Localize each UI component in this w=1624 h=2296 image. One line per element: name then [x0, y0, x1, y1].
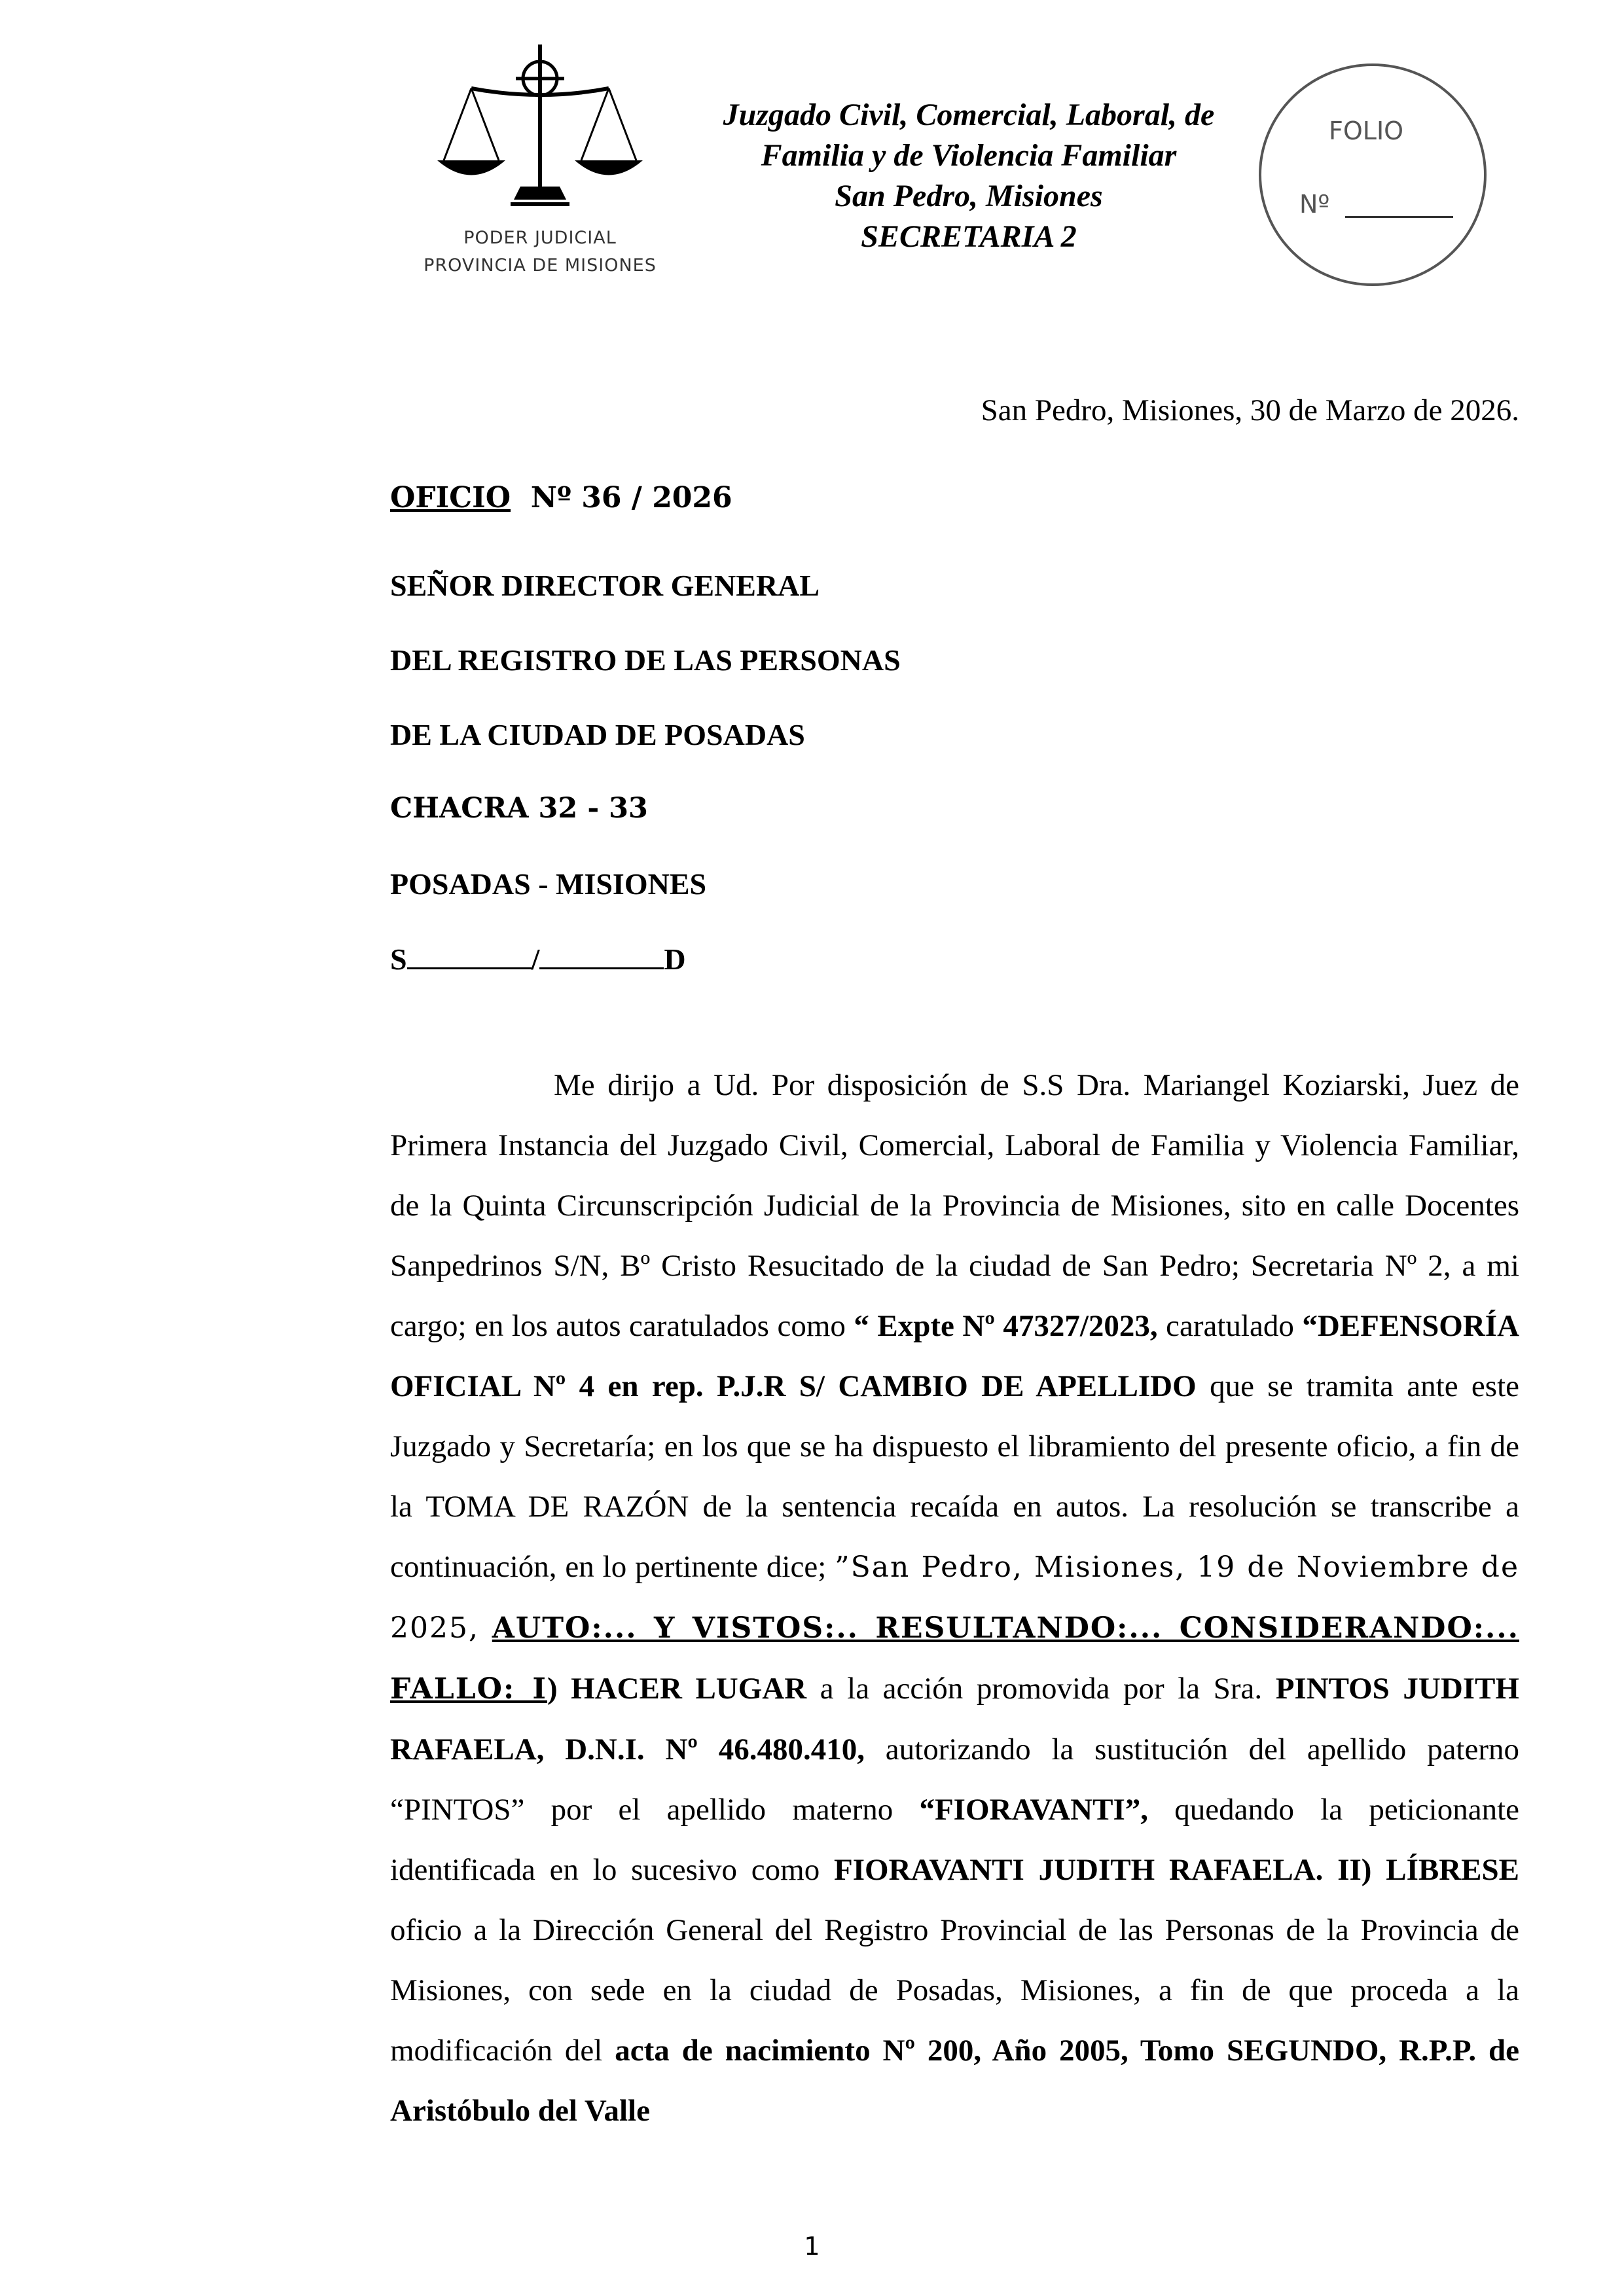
- caratulado-word: caratulado: [1166, 1309, 1294, 1343]
- page-number: 1: [804, 2232, 820, 2261]
- oficio-number: [390, 481, 732, 514]
- new-surname: “FIORAVANTI”,: [919, 1793, 1149, 1827]
- sd-s: S: [390, 942, 407, 976]
- court-line-3: San Pedro, Misiones: [835, 179, 1103, 213]
- addressee-line-2: DEL REGISTRO DE LAS PERSONAS: [390, 643, 901, 677]
- petitioner-name: PINTOS JUDITH RAFAELA, D.N.I. Nº 46.480.410,: [390, 1672, 1519, 1767]
- addressee-line-5: POSADAS - MISIONES: [390, 867, 707, 901]
- fallo-hacer-lugar: ) HACER LUGAR: [547, 1672, 807, 1706]
- scales-of-justice-icon: [432, 39, 648, 223]
- body-autorizando: autorizando la sustitución del apellido paterno “PINTOS” por el apellido materno: [390, 1732, 1519, 1827]
- quote-start: ”San Pedro, Misiones, 19 de Noviembre de 2025,: [390, 1551, 1520, 1645]
- addressee-line-1: SEÑOR DIRECTOR GENERAL: [390, 569, 820, 602]
- folio-number-blank: [1345, 216, 1453, 218]
- logo-line-poder-judicial: PODER JUDICIAL: [463, 228, 617, 248]
- birth-certificate: acta de nacimiento Nº 200, Año 2005, Tomo SEGUNDO, R.P.P. de Aristóbulo del Valle: [390, 2034, 1520, 2128]
- auto-sections: AUTO:... Y VISTOS:.. RESULTANDO:... CONSIDERANDO:... FALLO: I: [390, 1611, 1519, 1706]
- new-name: FIORAVANTI JUDITH RAFAELA. II) LÍBRESE: [834, 1853, 1520, 1887]
- body-intro: Me dirijo a Ud. Por disposición de S.S Dra. Mariangel Koziarski, Juez de Primera Instancia del Juzgado Civil, Comercial, Laboral de Familia y Violencia Familiar, de la Quinta Circunscripción Judicial de la Provincia de Misiones, sito en calle Docentes Sanpedrinos S/N, Bº Cristo Resucitado de la ciudad de San Pedro; Secretaria Nº 2, a mi cargo; en los autos caratulados como: [390, 1068, 1519, 1343]
- court-header: [668, 95, 1270, 257]
- sd-slash: /: [531, 942, 540, 976]
- oficio-number-value: Nº 36 / 2026: [530, 481, 732, 514]
- case-caption: “DEFENSORÍA OFICIAL Nº 4 en rep. P.J.R S/ CAMBIO DE APELLIDO: [390, 1309, 1520, 1403]
- body-accion: a la acción promovida por la Sra.: [820, 1672, 1263, 1706]
- folio-stamp: [1254, 59, 1492, 291]
- folio-number-label: Nº: [1299, 190, 1330, 219]
- body-quedando: quedando la peticionante identificada en lo sucesivo como: [390, 1793, 1520, 1887]
- addressee-line-4: CHACRA 32 - 33: [390, 792, 648, 825]
- court-logo: [399, 39, 681, 288]
- body-oficio: oficio a la Dirección General del Registro Provincial de las Personas de la Provincia de Misiones, con sede en la ciudad de Posadas, Misiones, a fin de que proceda a la modificación del: [390, 1913, 1519, 2068]
- expte-number: “ Expte Nº 47327/2023,: [854, 1309, 1158, 1343]
- body-paragraph: [390, 1055, 1519, 2141]
- oficio-word: OFICIO: [390, 481, 511, 514]
- logo-line-provincia: PROVINCIA DE MISIONES: [424, 255, 657, 276]
- court-line-4: SECRETARIA 2: [861, 219, 1077, 254]
- sd-blank-1: [407, 941, 532, 969]
- court-line-2: Familia y de Violencia Familiar: [761, 138, 1177, 173]
- sd-d: D: [664, 942, 686, 976]
- document-date: San Pedro, Misiones, 30 de Marzo de 2026.: [981, 393, 1519, 427]
- body-procedure: que se tramita ante este Juzgado y Secretaría; en los que se ha dispuesto el libramiento del presente oficio, a fin de la TOMA DE RAZÓN de la sentencia recaída en autos. La resolución se transcribe a continuación, en lo pertinente dice;: [390, 1369, 1520, 1584]
- folio-label: FOLIO: [1329, 117, 1404, 145]
- court-line-1: Juzgado Civil, Comercial, Laboral, de: [723, 98, 1215, 132]
- su-despacho: [390, 941, 686, 977]
- addressee-line-3: DE LA CIUDAD DE POSADAS: [390, 718, 805, 751]
- sd-blank-2: [539, 941, 664, 969]
- folio-circle-icon: [1254, 59, 1492, 291]
